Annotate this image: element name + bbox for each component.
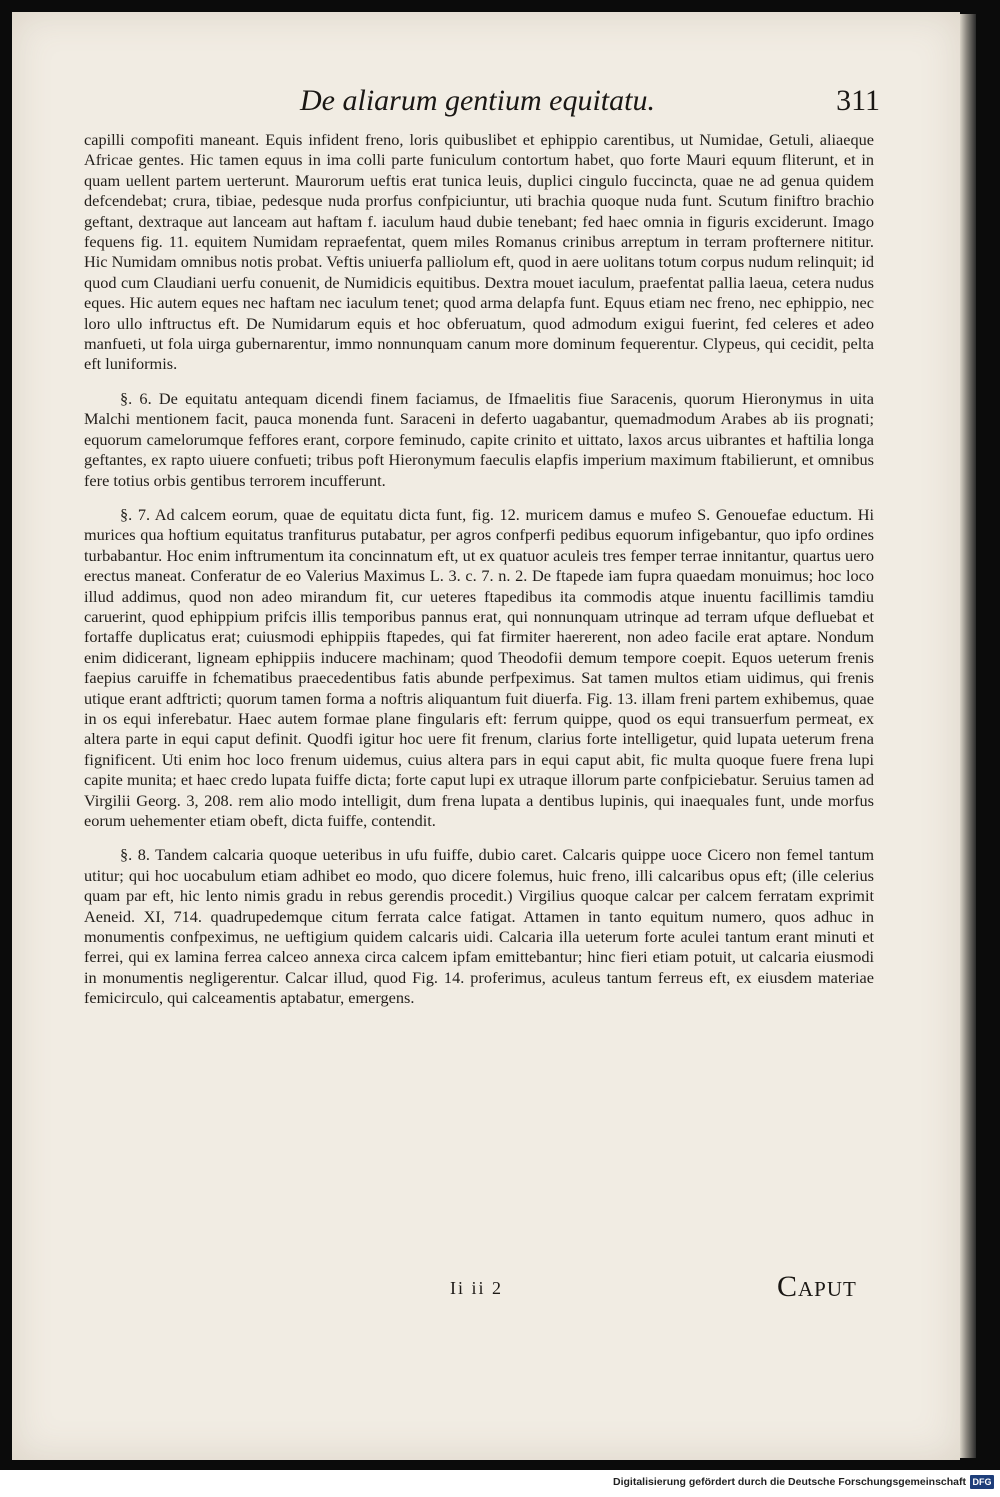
dfg-logo-icon: DFG — [970, 1475, 994, 1489]
paragraph-section-7: §. 7. Ad calcem eorum, quae de equitatu dicta funt, fig. 12. muricem damus e mufeo S. Genouefae eductum. Hi murices qua hoftium equitatus tranfiturus putabatur, per agros confperfi pedibus equorum infigebantur, quo ipfo ordines turbabantur. Hoc enim inftrumentum ita concinnatum eft, ut ex quatuor aculeis tres femper terrae innitantur, quartus uero erectus maneat. Conferatur de eo Valerius Maximus L. 3. c. 7. n. 2. De ftapede iam fupra quaedam monuimus; hoc loco illud addimus, quod non adeo mirandum fit, cur ueteres ftapedibus ita commodis atque inuentu facillimis tamdiu caruerint, quod ephippium prifcis illis temporibus pannus erat, qui nonnunquam utrinque ad terram ufque defluebat et fortaffe duplicatus erat; cuiusmodi ephippiis ftapedes, qui fat firmiter haererent, non adeo facile erat aptare. Nondum enim didicerant, ligneam ephippiis inducere machinam; quod Theodofii demum tempore coepit. Equos ueterum frenis faepius caruiffe in fchematibus praecedentibus fatis abunde perfpeximus. Sat tamen multos etiam uidimus, qui frenis utique erant adftricti; quorum tamen forma a noftris aliquantum fuit diuerfa. Fig. 13. illam freni partem exhibemus, quae in os equi inferebatur. Haec autem formae plane fingularis eft: ferrum quippe, quod os equi transuerfum permeat, ex altera parte in equi caput definit. Quodfi igitur hoc uere fit frenum, clarius forte intelligetur, quid lupata ueterum frena fignificent. Uti enim hoc loco frenum uidemus, cuius altera pars in equi caput abit, fic multa quoque fuere frena lupi capite munita; et haec credo lupata fuiffe dicta; forte caput lupi ex utraque illorum parte confpiciebatur. Seruius tamen ad Virgilii Georg. 3, 208. rem alio modo intelligit, dum frena lupata a dentibus lupinis, qui inaequales funt, unde morfus eorum uehementer etiam obeft, dicta fuiffe, contendit. — [84, 504, 874, 830]
page-number: 311 — [836, 84, 880, 117]
signature-mark: Ii ii 2 — [450, 1278, 503, 1298]
page-edge — [960, 14, 976, 1458]
paragraph-continuation: capilli compofiti maneant. Equis infident freno, loris quibuslibet et ephippio carentibus, ut Numidae, Getuli, aliaeque Africae gentes. Hic tamen equus in ima colli parte funiculum contortum habet, quo forte Mauri equum fliterunt, et in quam uellent partem uerterunt. Maurorum ueftis erat tunica leuis, duplici cingulo fuccincta, quae ne ad genua quidem defcendebat; crura, tibiae, pedesque nuda prorfus confpiciuntur, uti brachia quoque nuda funt. Scutum finiftro brachio geftant, dextraque aut lanceam aut haftam f. iaculum haud dubie tenebant; fed haec omnia in figuris exciderunt. Imago fequens fig. 11. equitem Numidam repraefentat, quem miles Romanus crinibus arreptum in terram profternere nititur. Hic Numidam omnibus notis probat. Veftis uniuerfa palliolum eft, quod in aere uolitans totum corpus nudum relinquit; id quod cum Claudiani uerfu conuenit, de Numidicis equitibus. Dextra mouet iaculum, praefentat pallia laeua, cetera nudus eques. Hic autem eques nec haftam nec iaculum tenet; quod arma delapfa funt. Equus etiam nec freno, nec ephippio, nec loro ullo inftructus eft. De Numidarum equis et hoc obferuatum, quod admodum exigui fuerint, fed celeres et adeo manfueti, ut fola uirga gubernarentur, immo nonnunquam canum more dominum fequerentur. Clypeus, qui cecidit, pelta eft luniformis. — [84, 130, 874, 374]
footer-credit: Digitalisierung gefördert durch die Deutsche Forschungsgemeinschaft — [613, 1476, 966, 1488]
page-header — [300, 84, 880, 124]
catchword: Caput — [777, 1270, 857, 1303]
paragraph-section-6: §. 6. De equitatu antequam dicendi finem faciamus, de Ifmaelitis fiue Saracenis, quorum Hieronymus in uita Malchi mentionem facit, pauca monenda funt. Saraceni in deferto uagabantur, quemadmodum Arabes ab iis prognati; equorum camelorumque feffores erant, corpore feminudo, capite crinito et uittato, laxos arcus uibrantes et haftilia longa geftantes, ex rapto uiuere confueti; tribus poft Hieronymum faeculis elapfis imperium maximum ftabilierunt, et omnibus fere totius orbis gentibus terrorem incufferunt. — [84, 388, 874, 490]
digitization-footer — [0, 1470, 1000, 1497]
paragraph-section-8: §. 8. Tandem calcaria quoque ueteribus in ufu fuiffe, dubio caret. Calcaris quippe uoce Cicero non femel tantum utitur; qui hoc uocabulum etiam adhibet eo modo, quo dicere folemus, huic freno, illi calcaribus opus eft; (ille celerius quam par eft, hic lento nimis gradu in rebus gerendis procedit.) Virgilius quoque calcar per calcem ferratam exprimit Aeneid. XI, 714. quadrupedemque citum ferrata calce fatigat. Attamen in tanto equitum numero, quos adhuc in monumentis confpeximus, ne ueftigium quidem calcaris uidi. Calcaria illa ueterum forte aculei tantum erant minuti et ferrei, qui ex lamina ferrea calceo annexa circa calcem ipfam emittebantur; hinc fieri etiam potuit, ut calcaria eiusmodi in monumentis negligerentur. Calcar illud, quod Fig. 14. proferimus, aculeus tantum ferreus eft, ex eiusdem materiae femicirculo, qui calceamentis aptabatur, emergens. — [84, 845, 874, 1008]
running-title: De aliarum gentium equitatu. — [300, 84, 655, 117]
body-text — [84, 130, 874, 1023]
